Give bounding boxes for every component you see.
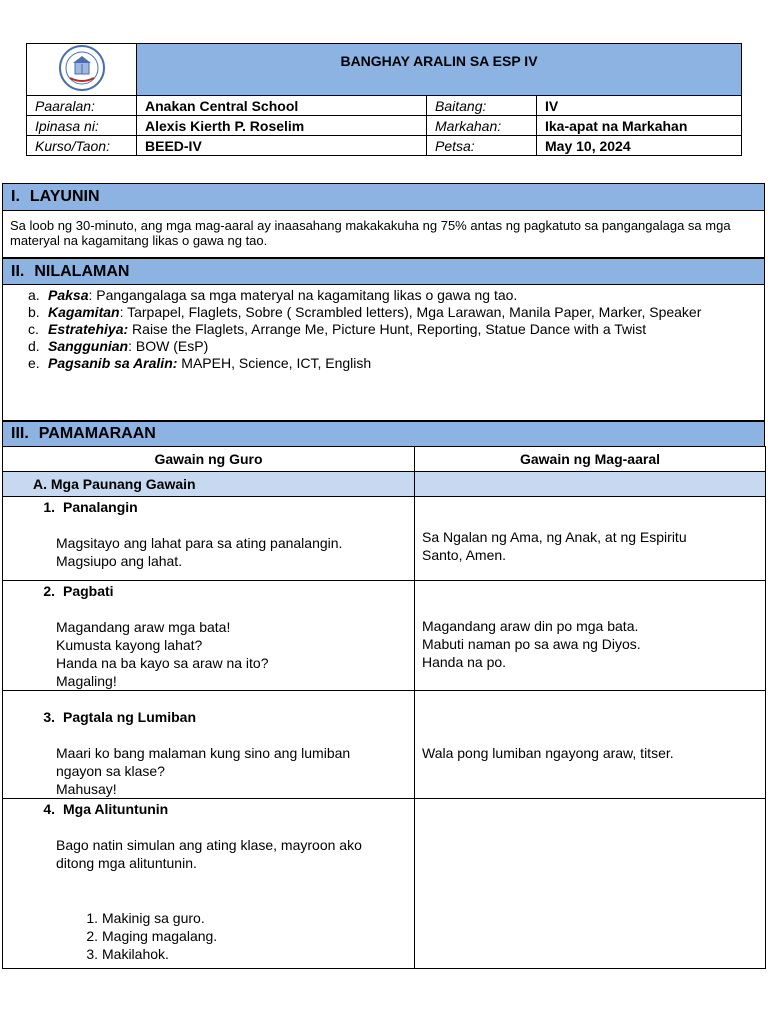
submitted-by-value: Alexis Kierth P. Roselim <box>137 116 427 136</box>
student-line: Handa na po. <box>422 654 507 670</box>
submitted-by-label: Ipinasa ni: <box>27 116 137 136</box>
header-table <box>26 43 742 156</box>
layunin-body <box>2 211 765 258</box>
step-heading: 4. Mga Alituntunin <box>43 801 169 817</box>
column-header-teacher: Gawain ng Guro <box>3 447 415 472</box>
table-row <box>3 497 766 581</box>
list-item: e. Pagsanib sa Aralin: MAPEH, Science, ICT, English <box>28 355 372 371</box>
section-number: I. <box>11 188 20 205</box>
rule-item: 3. Makilahok. <box>86 946 169 962</box>
section-nilalaman-header <box>2 258 765 285</box>
section-layunin-header <box>2 183 765 211</box>
school-label: Paaralan: <box>27 96 137 116</box>
logo-cell <box>27 44 137 96</box>
school-value: Anakan Central School <box>137 96 427 116</box>
teacher-line: ngayon sa klase? <box>56 763 165 779</box>
course-label: Kurso/Taon: <box>27 136 137 156</box>
lesson-plan-title: BANGHAY ARALIN SA ESP IV <box>137 44 742 96</box>
list-item: a. Paksa: Pangangalaga sa mga materyal na kagamitang likas o gawa ng tao. <box>28 287 518 303</box>
section-title: NILALAMAN <box>34 262 130 280</box>
student-cell <box>415 691 766 799</box>
teacher-line: Magsiupo ang lahat. <box>56 553 183 569</box>
teacher-line: Magaling! <box>56 673 117 689</box>
step-heading: 1. Panalangin <box>43 499 138 515</box>
section-number: II. <box>11 262 25 280</box>
section-pamamaraan-header <box>2 421 765 447</box>
section-title: LAYUNIN <box>29 188 100 205</box>
list-item: d. Sanggunian: BOW (EsP) <box>28 338 209 354</box>
teacher-line: Mahusay! <box>56 781 117 797</box>
student-line: Magandang araw din po mga bata. <box>422 618 639 634</box>
subsection-a-empty <box>415 472 766 497</box>
step-heading: 2. Pagbati <box>43 583 114 599</box>
student-line: Mabuti naman po sa awa ng Diyos. <box>422 636 641 652</box>
procedure-table <box>2 446 766 969</box>
list-item: c. Estratehiya: Raise the Flaglets, Arrange Me, Picture Hunt, Reporting, Statue Dance with a Twist <box>28 321 647 337</box>
teacher-line: Kumusta kayong lahat? <box>56 637 203 653</box>
teacher-line: Maari ko bang malaman kung sino ang lumiban <box>56 745 351 761</box>
section-number: III. <box>11 425 29 442</box>
quarter-label: Markahan: <box>427 116 537 136</box>
table-row <box>3 799 766 969</box>
student-line: Santo, Amen. <box>422 547 507 563</box>
teacher-line: Bago natin simulan ang ating klase, mayroon ako <box>56 837 362 853</box>
table-row <box>3 691 766 799</box>
student-line: Wala pong lumiban ngayong araw, titser. <box>422 745 674 761</box>
student-cell <box>415 581 766 691</box>
grade-label: Baitang: <box>427 96 537 116</box>
nilalaman-list <box>3 287 764 372</box>
rule-item: 2. Maging magalang. <box>86 928 218 944</box>
teacher-line: ditong mga alituntunin. <box>56 855 197 871</box>
nilalaman-body <box>2 285 765 421</box>
teacher-line: Magandang araw mga bata! <box>56 619 231 635</box>
student-cell <box>415 799 766 969</box>
teacher-line: Magsitayo ang lahat para sa ating panalangin. <box>56 535 343 551</box>
teacher-cell <box>3 581 415 691</box>
teacher-cell <box>3 799 415 969</box>
quarter-value: Ika-apat na Markahan <box>537 116 742 136</box>
student-cell <box>415 497 766 581</box>
column-header-student: Gawain ng Mag-aaral <box>415 447 766 472</box>
rule-item: 1. Makinig sa guro. <box>86 910 205 926</box>
grade-value: IV <box>537 96 742 116</box>
layunin-text: Sa loob ng 30-minuto, ang mga mag-aaral ay inaasahang makakakuha ng 75% antas ng pagkatuto sa pangangalaga sa mga materyal na kagamitang likas o gawa ng tao. <box>10 218 731 248</box>
teacher-cell <box>3 497 415 581</box>
teacher-line: Handa na ba kayo sa araw na ito? <box>56 655 269 671</box>
table-row <box>3 581 766 691</box>
school-logo-icon <box>58 44 106 92</box>
step-heading: 3. Pagtala ng Lumiban <box>43 709 197 725</box>
list-item: b. Kagamitan: Tarpapel, Flaglets, Sobre ( Scrambled letters), Mga Larawan, Manila Paper, Marker, Speaker <box>28 304 702 320</box>
date-label: Petsa: <box>427 136 537 156</box>
section-title: PAMAMARAAN <box>38 425 156 442</box>
date-value: May 10, 2024 <box>537 136 742 156</box>
subsection-a-title: A. Mga Paunang Gawain <box>3 472 415 497</box>
student-line: Sa Ngalan ng Ama, ng Anak, at ng Espiritu <box>422 529 687 545</box>
teacher-cell <box>3 691 415 799</box>
course-value: BEED-IV <box>137 136 427 156</box>
